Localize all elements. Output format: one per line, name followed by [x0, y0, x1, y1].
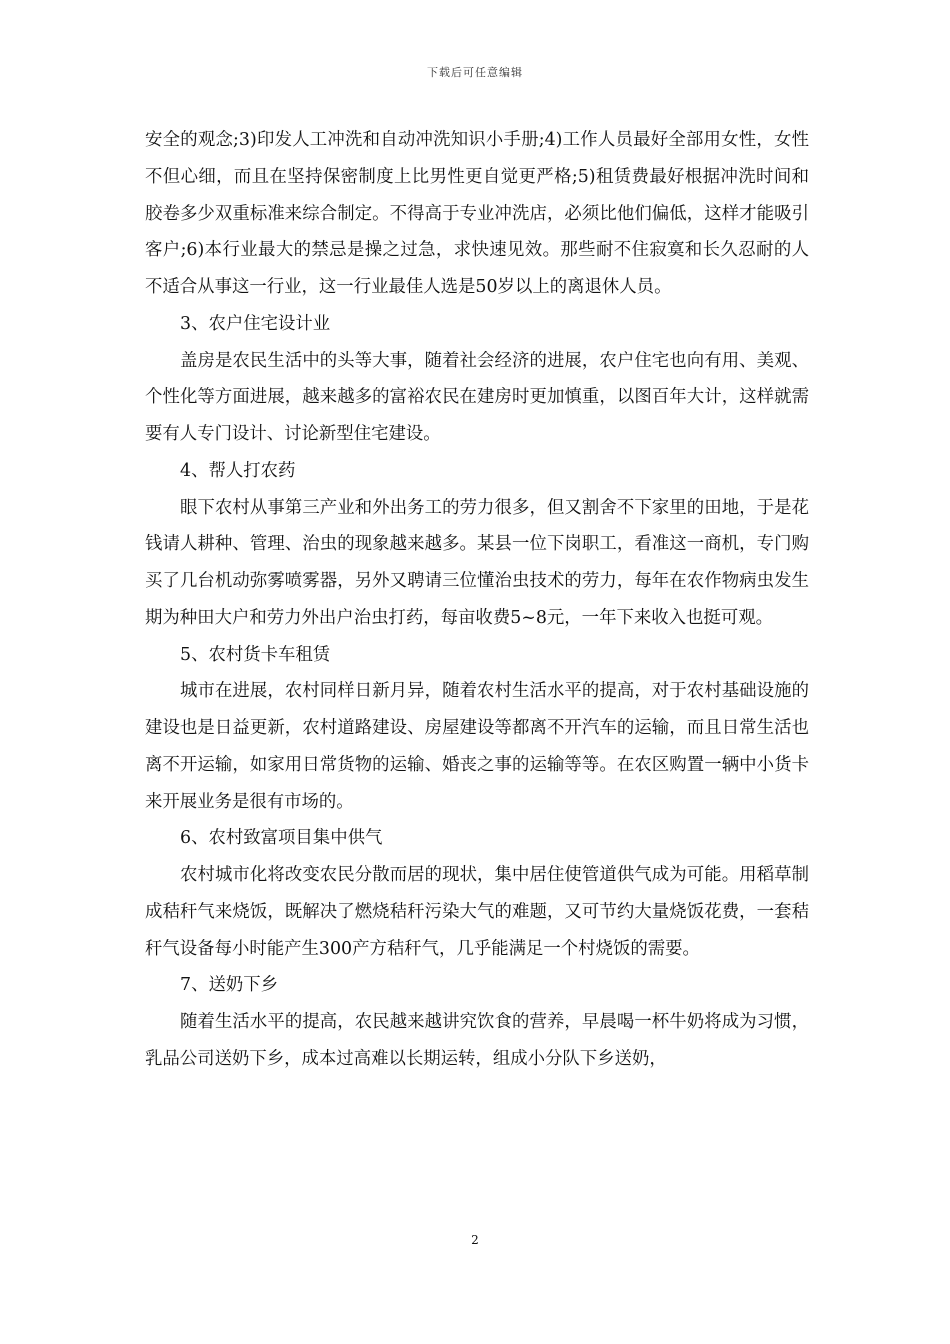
paragraph-housing-design: 盖房是农民生活中的头等大事，随着社会经济的进展，农户住宅也向有用、美观、个性化等方面进展，越来越多的富裕农民在建房时更加慎重，以图百年大计，这样就需要有人专门设计、讨论新型住宅建设。 [145, 350, 809, 444]
paragraph-gas-supply: 农村城市化将改变农民分散而居的现状，集中居住使管道供气成为可能。用稻草制成秸秆气来烧饭，既解决了燃烧秸秆污染大气的难题，又可节约大量烧饭花费，一套秸秆气设备每小时能产生300产方秸秆气，几乎能满足一个村烧饭的需要。 [145, 865, 809, 959]
paragraph-pesticide-service: 眼下农村从事第三产业和外出务工的劳力很多，但又割舍不下家里的田地，于是花钱请人耕种、管理、治虫的现象越来越多。某县一位下岗职工，看准这一商机，专门购买了几台机动弥雾喷雾器，另外又聘请三位懂治虫技术的劳力，每年在农作物病虫发生期为种田大户和劳力外出户治虫打药，每亩收费5~8元，一年下来收入也挺可观。 [145, 497, 809, 628]
paragraph-truck-rental: 城市在进展，农村同样日新月异，随着农村生活水平的提高，对于农村基础设施的建设也是日益更新，农村道路建设、房屋建设等都离不开汽车的运输，而且日常生活也离不开运输，如家用日常货物的运输、婚丧之事的运输等等。在农区购置一辆中小货卡来开展业务是很有市场的。 [145, 681, 809, 812]
section-heading-7: 7、送奶下乡 [180, 975, 279, 996]
section-heading-6: 6、农村致富项目集中供气 [180, 828, 383, 849]
document-body [145, 122, 809, 1078]
paragraph-continuation: 安全的观念;3)印发人工冲洗和自动冲洗知识小手册;4)工作人员最好全部用女性，女性不但心细，而且在坚持保密制度上比男性更自觉更严格;5)租赁费最好根据冲洗时间和胶卷多少双重标准来综合制定。不得高于专业冲洗店，必须比他们偏低，这样才能吸引客户;6)本行业最大的禁忌是操之过急，求快速见效。那些耐不住寂寞和长久忍耐的人不适合从事这一行业，这一行业最佳人选是50岁以上的离退休人员。 [145, 130, 809, 297]
section-heading-5: 5、农村货卡车租赁 [180, 644, 331, 665]
paragraph-milk-delivery: 随着生活水平的提高，农民越来越讲究饮食的营养，早晨喝一杯牛奶将成为习惯，乳品公司送奶下乡，成本过高难以长期运转，组成小分队下乡送奶， [145, 1012, 809, 1069]
section-heading-3: 3、农户住宅设计业 [180, 313, 331, 334]
section-heading-4: 4、帮人打农药 [180, 460, 296, 481]
page-header: 下载后可任意编辑 [427, 66, 523, 79]
page-number: 2 [471, 1233, 479, 1247]
